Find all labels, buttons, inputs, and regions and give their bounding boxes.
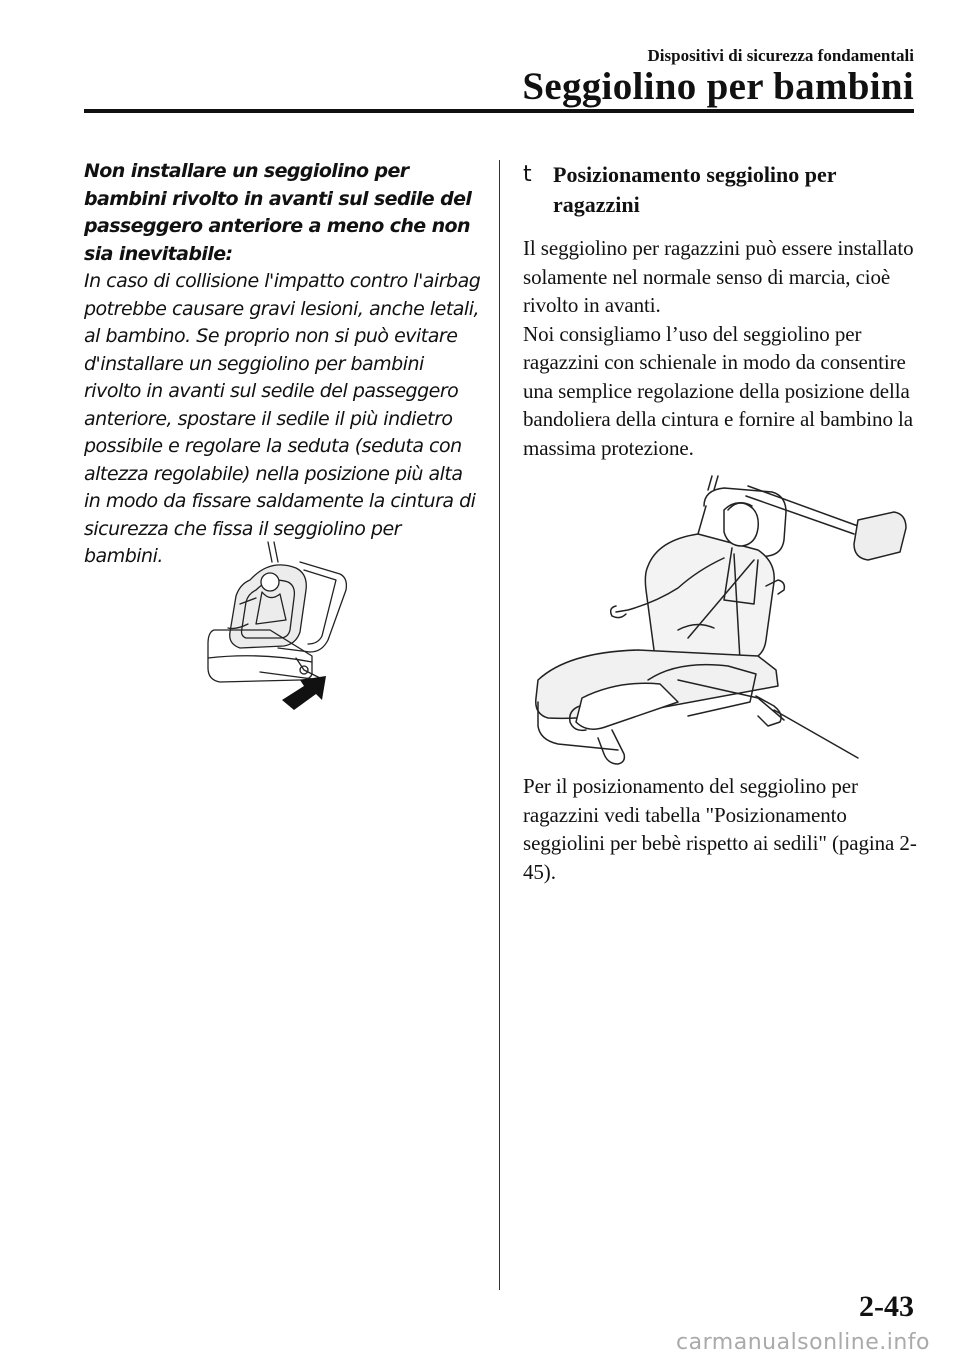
warning-heading: Non installare un seggiolino per bambini rivolto in avanti sul sedile del passeggero anteriore a meno che non sia inevitabile: xyxy=(84,160,472,265)
section-heading xyxy=(523,160,923,220)
page-number: 2-43 xyxy=(859,1290,914,1323)
section-marker: t xyxy=(523,162,532,187)
header-rule xyxy=(84,109,914,113)
booster-section xyxy=(523,160,923,462)
booster-paragraph-1: Il seggiolino per ragazzini può essere installato solamente nel normale senso di marcia, cioè rivolto in avanti. xyxy=(523,236,914,317)
column-divider xyxy=(499,160,500,1290)
warning-text: In caso di collisione l'impatto contro l'airbag potrebbe causare gravi lesioni, anche letali, al bambino. Se proprio non si può evitare d'installare un seggiolino per bambini rivolto in avanti sul sedile del passeggero anteriore, spostare il sedile il più indietro possibile e regolare la seduta (seduta con altezza regolabile) nella posizione più alta in modo da fissare saldamente la cintura di sicurezza che fissa il seggiolino per bambini. xyxy=(84,270,481,567)
booster-paragraph-3: Per il posizionamento del seggiolino per ragazzini vedi tabella "Posizionamento seggiolini per bebè rispetto ai sedili" (pagina 2-45). xyxy=(523,774,917,884)
watermark: carmanualsonline.info xyxy=(676,1330,930,1355)
booster-paragraph-2: Noi consigliamo l’uso del seggiolino per ragazzini con schienale in modo da consentire una semplice regolazione della posizione della bandoliera della cintura e fornire al bambino la massima protezione. xyxy=(523,321,913,460)
booster-reference xyxy=(523,772,923,886)
booster-seat-illustration xyxy=(528,470,912,770)
warning-block xyxy=(84,158,484,571)
child-seat-front-illustration xyxy=(200,540,360,712)
page-title: Seggiolino per bambini xyxy=(522,65,914,108)
header-section: Dispositivi di sicurezza fondamentali xyxy=(647,46,914,65)
section-heading-text: Posizionamento seggiolino per ragazzini xyxy=(553,162,837,217)
